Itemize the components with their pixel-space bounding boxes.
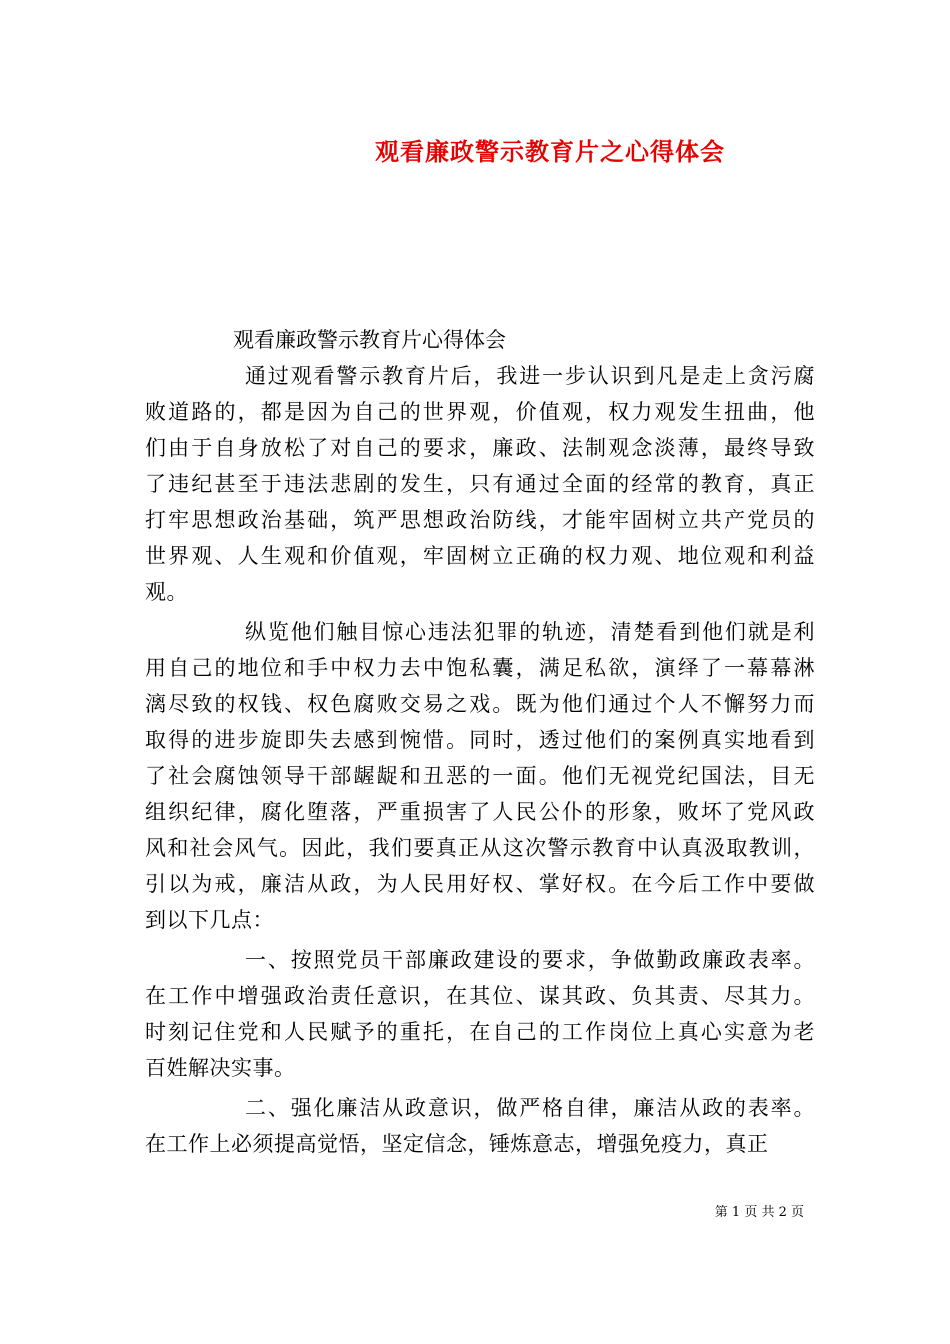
paragraph-line: 一、按照党员干部廉政建设的要求，争做勤政廉政表率。 [245, 948, 815, 972]
paragraph-line: 在工作上必须提高觉悟，坚定信念，锤炼意志，增强免疫力，真正 [145, 1132, 769, 1156]
paragraph-line: 在工作中增强政治责任意识，在其位、谋其政、负其责、尽其力。 [145, 984, 815, 1008]
paragraph-line: 二、强化廉洁从政意识，做严格自律，廉洁从政的表率。 [245, 1096, 815, 1120]
document-subtitle: 观看廉政警示教育片心得体会 [233, 328, 506, 352]
page-number-footer: 第 1 页 共 2 页 [714, 1205, 804, 1220]
paragraph-line: 通过观看警示教育片后，我进一步认识到凡是走上贪污腐 [245, 364, 815, 388]
paragraph-line: 败道路的，都是因为自己的世界观，价值观，权力观发生扭曲，他 [145, 400, 815, 424]
paragraph [145, 358, 815, 610]
paragraph-line: 时刻记住党和人民赋予的重托，在自己的工作岗位上真心实意为老 [145, 1020, 815, 1044]
document-title: 观看廉政警示教育片之心得体会 [375, 137, 725, 166]
paragraph-line: 漓尽致的权钱、权色腐败交易之戏。既为他们通过个人不懈努力而 [145, 692, 815, 716]
paragraph-line: 百姓解决实事。 [145, 1056, 296, 1080]
paragraph-list [145, 358, 815, 1162]
paragraph [145, 1090, 815, 1162]
paragraph-line: 引以为戒，廉洁从政，为人民用好权、掌好权。在今后工作中要做 [145, 872, 815, 896]
paragraph-line: 了社会腐蚀领导干部龌龊和丑恶的一面。他们无视党纪国法，目无 [145, 764, 815, 788]
paragraph-line: 纵览他们触目惊心违法犯罪的轨迹，清楚看到他们就是利 [245, 620, 815, 644]
paragraph-line: 风和社会风气。因此，我们要真正从这次警示教育中认真汲取教训， [145, 836, 815, 860]
document-body [145, 322, 815, 1166]
paragraph-line: 组织纪律，腐化堕落，严重损害了人民公仆的形象，败坏了党风政 [145, 800, 815, 824]
paragraph-line: 打牢思想政治基础，筑严思想政治防线，才能牢固树立共产党员的 [145, 508, 815, 532]
paragraph-line: 观。 [145, 580, 188, 604]
paragraph-line: 取得的进步旋即失去感到惋惜。同时，透过他们的案例真实地看到 [145, 728, 815, 752]
paragraph-line: 了违纪甚至于违法悲剧的发生，只有通过全面的经常的教育，真正 [145, 472, 815, 496]
paragraph [145, 614, 815, 938]
paragraph-line: 到以下几点： [145, 908, 274, 932]
paragraph-line: 世界观、人生观和价值观，牢固树立正确的权力观、地位观和利益 [145, 544, 815, 568]
paragraph [145, 942, 815, 1086]
paragraph-line: 用自己的地位和手中权力去中饱私囊，满足私欲，演绎了一幕幕淋 [145, 656, 815, 680]
paragraph-line: 们由于自身放松了对自己的要求，廉政、法制观念淡薄，最终导致 [145, 436, 815, 460]
